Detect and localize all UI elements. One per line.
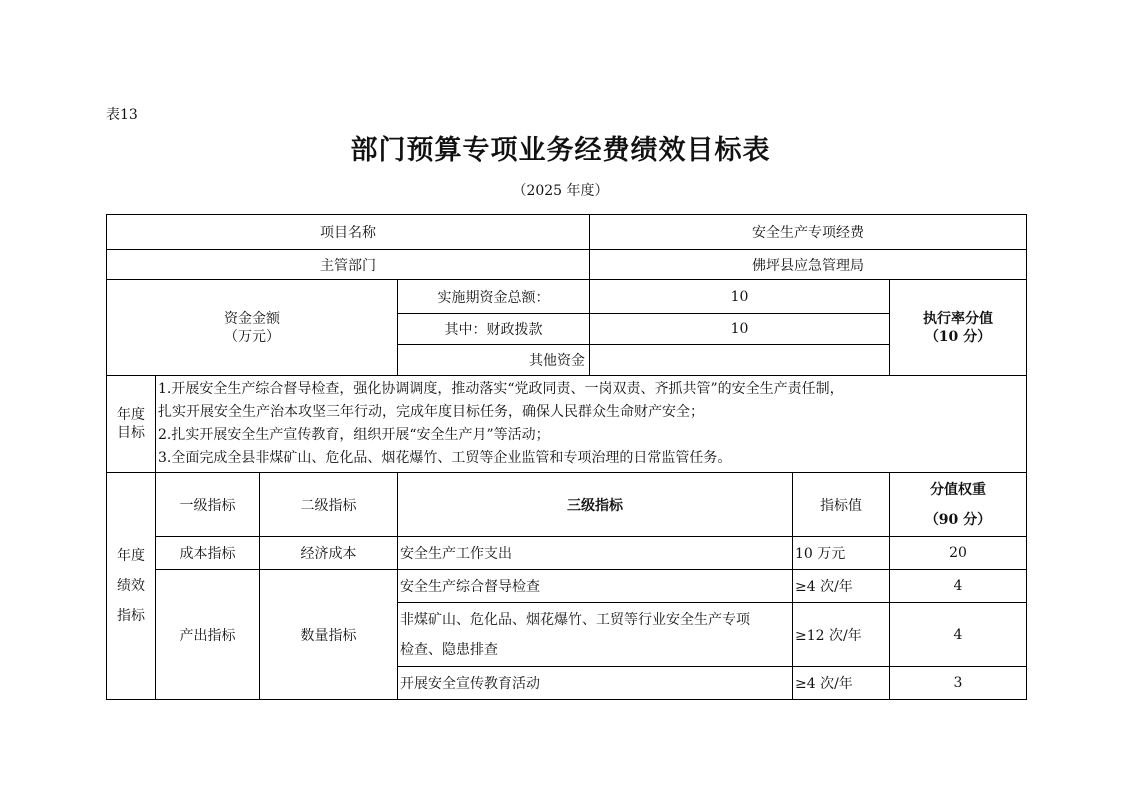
indicator-header-row	[107, 473, 1027, 537]
execution-rate-score	[890, 280, 1027, 376]
output-level3: 开展安全宣传教育活动	[398, 667, 793, 700]
department-row	[107, 250, 1027, 280]
output-value: ≥4 次/年	[793, 667, 890, 700]
output-level3-line: 检查、隐患排查	[400, 641, 498, 658]
annual-goal-line: 1.开展安全生产综合督导检查，强化协调调度，推动落实“党政同责、一岗双责、齐抓共管”的安全生产责任制，	[158, 381, 844, 397]
table-number: 表13	[106, 107, 138, 123]
funds-other-label: 其他资金	[398, 345, 590, 376]
output-level2: 数量指标	[260, 570, 398, 700]
funds-fiscal-label: 其中：财政拨款	[398, 314, 590, 345]
annual-goals-label	[107, 376, 156, 473]
indicators-side-line1: 年度	[117, 548, 145, 564]
header-value: 指标值	[793, 473, 890, 537]
project-name-row	[107, 215, 1027, 250]
table-row	[107, 570, 1027, 603]
indicators-side-line3: 指标	[117, 608, 145, 624]
output-weight: 3	[890, 667, 1027, 700]
cost-level3: 安全生产工作支出	[398, 537, 793, 570]
funds-total-label: 实施期资金总额：	[398, 280, 590, 314]
annual-goal-line: 扎实开展安全生产治本攻坚三年行动，完成年度目标任务，确保人民群众生命财产安全；	[158, 404, 704, 420]
funds-fiscal-value: 10	[590, 314, 890, 345]
annual-goals-row	[107, 376, 1027, 473]
header-weight	[890, 473, 1027, 537]
annual-goals-label-line1: 年度	[117, 407, 145, 423]
table-row	[107, 537, 1027, 570]
output-value: ≥4 次/年	[793, 570, 890, 603]
output-level3-line: 非煤矿山、危化品、烟花爆竹、工贸等行业安全生产专项	[400, 611, 750, 628]
annual-goal-line: 3.全面完成全县非煤矿山、危化品、烟花爆竹、工贸等企业监管和专项治理的日常监管任务。	[158, 450, 732, 466]
output-level3: 安全生产综合督导检查	[398, 570, 793, 603]
header-weight-line1: 分值权重	[930, 481, 986, 498]
header-level2: 二级指标	[260, 473, 398, 537]
performance-indicators-label	[107, 473, 156, 700]
funds-total-value: 10	[590, 280, 890, 314]
output-value: ≥12 次/年	[793, 603, 890, 667]
project-name-label: 项目名称	[107, 215, 590, 250]
funds-label-line1: 资金金额	[224, 310, 280, 327]
project-name-value: 安全生产专项经费	[590, 215, 1027, 250]
funds-amount-label	[107, 280, 398, 376]
output-weight: 4	[890, 603, 1027, 667]
indicators-side-line2: 绩效	[117, 578, 145, 594]
funds-other-value	[590, 345, 890, 376]
annual-goals-label-line2: 目标	[117, 425, 145, 441]
execution-rate-line2: （10 分）	[924, 328, 992, 345]
funds-total-row	[107, 280, 1027, 314]
document-year: （2025 年度）	[512, 183, 609, 199]
output-weight: 4	[890, 570, 1027, 603]
department-label: 主管部门	[107, 250, 590, 280]
performance-target-table	[106, 214, 1027, 700]
output-level3	[398, 603, 793, 667]
funds-label-line2: （万元）	[224, 328, 280, 345]
execution-rate-line1: 执行率分值	[923, 310, 993, 327]
department-value: 佛坪县应急管理局	[590, 250, 1027, 280]
header-level3: 三级指标	[398, 473, 793, 537]
document-title: 部门预算专项业务经费绩效目标表	[350, 135, 771, 166]
header-weight-line2: （90 分）	[924, 511, 992, 528]
cost-level2: 经济成本	[260, 537, 398, 570]
cost-weight: 20	[890, 537, 1027, 570]
annual-goals-content	[156, 376, 1027, 473]
output-level1: 产出指标	[156, 570, 260, 700]
cost-level1: 成本指标	[156, 537, 260, 570]
cost-value: 10 万元	[793, 537, 890, 570]
annual-goal-line: 2.扎实开展安全生产宣传教育，组织开展“安全生产月”等活动；	[158, 427, 550, 443]
header-level1: 一级指标	[156, 473, 260, 537]
